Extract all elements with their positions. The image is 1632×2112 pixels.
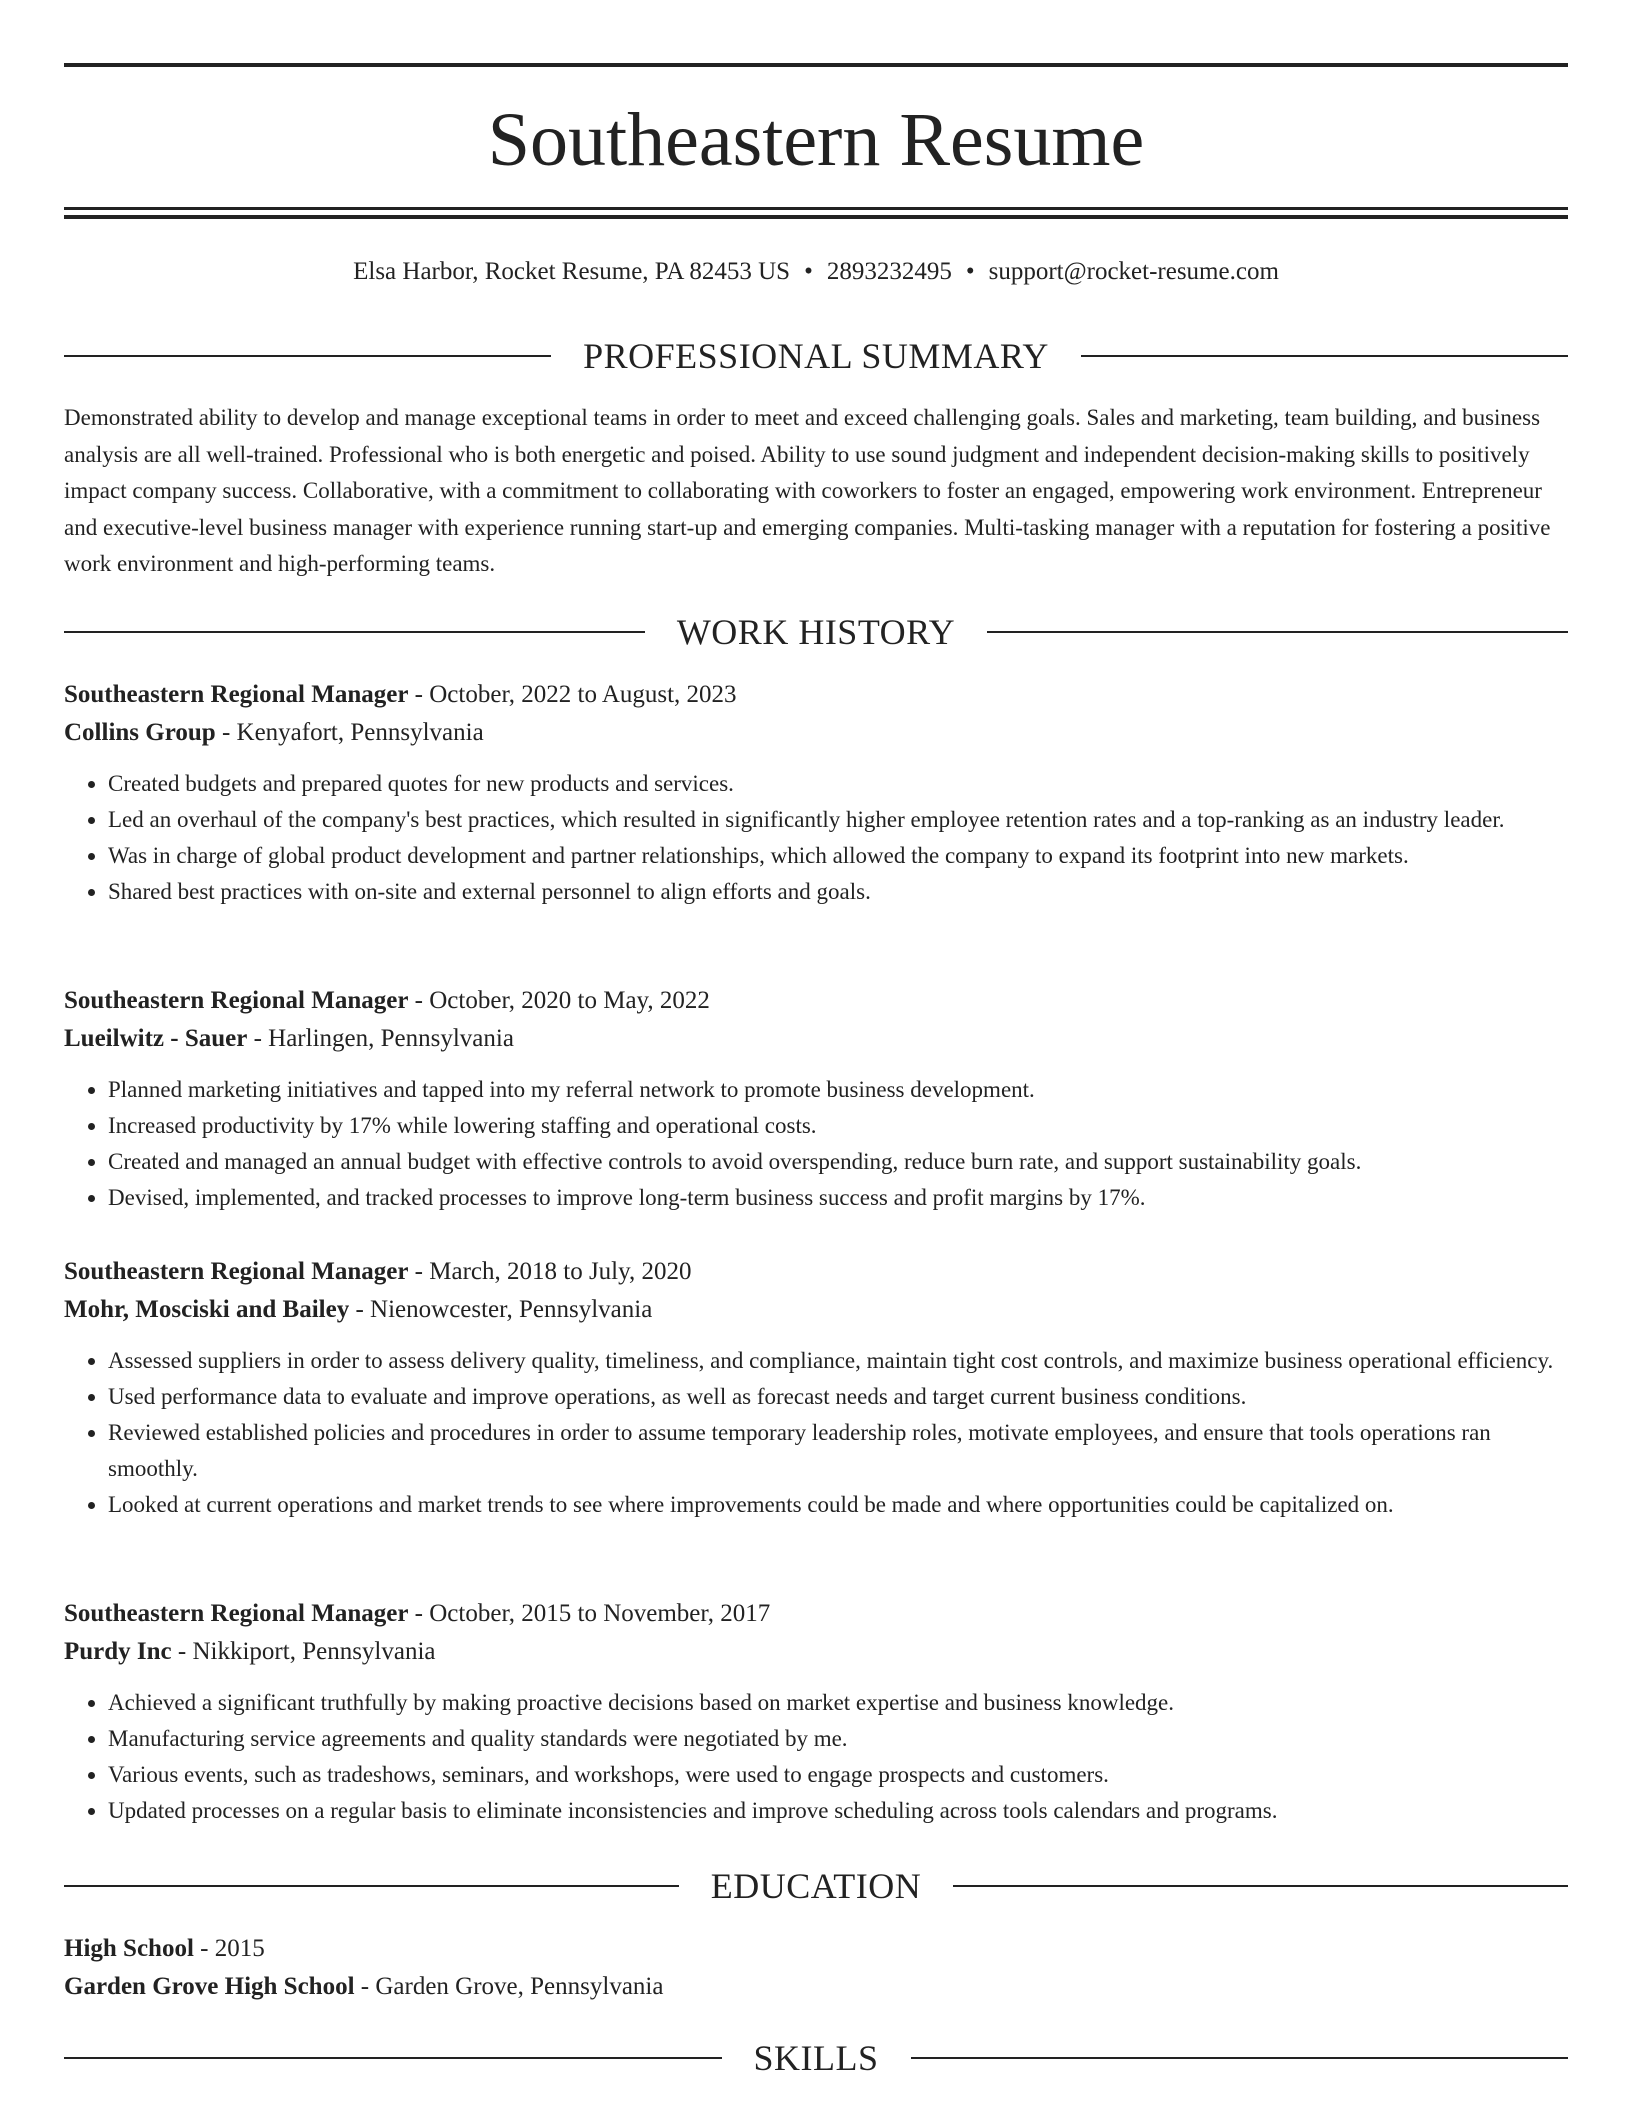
- education-school: Garden Grove High School: [64, 1973, 355, 2000]
- job-bullet: • Shared best practices with on-site and external personnel to align efforts and goals.: [108, 874, 1568, 910]
- summary-text: Demonstrated ability to develop and manage exceptional teams in order to meet and exceed challenging goals. Sales and marketing, team building, and business analysis are all well-trained. Professional who is both energetic and poised. Ability to use sound judgment and independent decision-making skills to positively impact company success. Collaborative, with a commitment to collaborating with coworkers to foster an engaged, empowering work environment. Entrepreneur and executive-level business manager with experience running start-up and emerging companies. Multi-tasking manager with a reputation for fostering a positive work environment and high-performing teams.: [64, 405, 1551, 576]
- contact-email: support@rocket-resume.com: [988, 258, 1279, 285]
- job-bullet: • Manufacturing service agreements and quality standards were negotiated by me.: [108, 1721, 1568, 1757]
- job-bullet: • Created budgets and prepared quotes for new products and services.: [108, 766, 1568, 802]
- job-company: Mohr, Mosciski and Bailey: [64, 1296, 350, 1323]
- header-bottom-rule-second: [64, 215, 1568, 219]
- divider: [953, 1885, 1568, 1887]
- job-bullets: [64, 1072, 1568, 1216]
- education-entry: [64, 1930, 1568, 2006]
- job-entry: [64, 1253, 1568, 1523]
- job-company: Purdy Inc: [64, 1638, 172, 1665]
- job-entry: [64, 1595, 1568, 1829]
- contact-address: Elsa Harbor, Rocket Resume, PA 82453 US: [353, 258, 791, 285]
- job-bullet: • Achieved a significant truthfully by making proactive decisions based on market expertise and business knowledge.: [108, 1685, 1568, 1721]
- section-heading-work-history: [64, 610, 1568, 654]
- section-title: PROFESSIONAL SUMMARY: [583, 336, 1049, 376]
- job-company: Collins Group: [64, 719, 216, 746]
- header-top-rule: [64, 63, 1568, 67]
- job-dates: - October, 2020 to May, 2022: [408, 987, 710, 1014]
- job-dates: - October, 2022 to August, 2023: [408, 681, 737, 708]
- education-degree-line: [64, 1930, 1568, 1968]
- job-title-line: [64, 1595, 1568, 1633]
- job-bullets: [64, 1343, 1568, 1523]
- job-title: Southeastern Regional Manager: [64, 987, 409, 1014]
- job-bullet: • Planned marketing initiatives and tapped into my referral network to promote business development.: [108, 1072, 1568, 1108]
- job-bullet: • Reviewed established policies and procedures in order to assume temporary leadership roles, motivate employees, and ensure that tools operations ran smoothly.: [108, 1415, 1568, 1487]
- resume-title: Southeastern Resume: [487, 98, 1145, 182]
- divider: [1081, 355, 1568, 357]
- section-title: WORK HISTORY: [676, 612, 956, 652]
- job-bullets: [64, 1685, 1568, 1829]
- job-bullet: • Was in charge of global product development and partner relationships, which allowed the company to expand its footprint into new markets.: [108, 838, 1568, 874]
- divider: [987, 631, 1568, 633]
- job-company-line: [64, 714, 1568, 752]
- job-bullet: • Looked at current operations and market trends to see where improvements could be made and where opportunities could be capitalized on.: [108, 1487, 1568, 1523]
- job-bullet: • Used performance data to evaluate and improve operations, as well as forecast needs and target current business conditions.: [108, 1379, 1568, 1415]
- job-dates: - October, 2015 to November, 2017: [408, 1600, 771, 1627]
- job-bullet: • Various events, such as tradeshows, seminars, and workshops, were used to engage prospects and customers.: [108, 1757, 1568, 1793]
- education-year: - 2015: [193, 1935, 265, 1962]
- contact-phone: 2893232495: [826, 258, 952, 285]
- contact-line: [64, 254, 1568, 290]
- job-location: - Nienowcester, Pennsylvania: [349, 1296, 653, 1323]
- contact-separator: •: [804, 258, 813, 285]
- job-bullet: • Assessed suppliers in order to assess delivery quality, timeliness, and compliance, maintain tight cost controls, and maximize business operational efficiency.: [108, 1343, 1568, 1379]
- divider: [64, 1885, 679, 1887]
- job-bullet: • Increased productivity by 17% while lowering staffing and operational costs.: [108, 1108, 1568, 1144]
- header-bottom-rule: [64, 207, 1568, 210]
- job-bullet: • Devised, implemented, and tracked processes to improve long-term business success and profit margins by 17%.: [108, 1180, 1568, 1216]
- section-heading-education: [64, 1864, 1568, 1908]
- section-title: SKILLS: [753, 2038, 879, 2078]
- education-degree: High School: [64, 1935, 194, 1962]
- job-entry: [64, 982, 1568, 1216]
- job-title-line: [64, 676, 1568, 714]
- section-title: EDUCATION: [710, 1866, 922, 1906]
- job-bullet: • Created and managed an annual budget with effective controls to avoid overspending, reduce burn rate, and support sustainability goals.: [108, 1144, 1568, 1180]
- job-company-line: [64, 1633, 1568, 1671]
- section-heading-skills: [64, 2036, 1568, 2080]
- divider: [64, 355, 551, 357]
- divider: [911, 2057, 1569, 2059]
- job-title-line: [64, 1253, 1568, 1291]
- job-company-line: [64, 1020, 1568, 1058]
- job-location: - Harlingen, Pennsylvania: [247, 1025, 514, 1052]
- divider: [64, 2057, 722, 2059]
- job-bullet: • Updated processes on a regular basis to eliminate inconsistencies and improve scheduling across tools calendars and programs.: [108, 1793, 1568, 1829]
- job-company: Lueilwitz - Sauer: [64, 1025, 248, 1052]
- divider: [64, 631, 645, 633]
- job-location: - Kenyafort, Pennsylvania: [215, 719, 484, 746]
- education-location: - Garden Grove, Pennsylvania: [354, 1973, 664, 2000]
- job-location: - Nikkiport, Pennsylvania: [171, 1638, 436, 1665]
- education-school-line: [64, 1968, 1568, 2006]
- job-bullet: • Led an overhaul of the company's best practices, which resulted in significantly higher employee retention rates and a top-ranking as an industry leader.: [108, 802, 1568, 838]
- job-entry: [64, 676, 1568, 910]
- job-dates: - March, 2018 to July, 2020: [408, 1258, 692, 1285]
- job-title-line: [64, 982, 1568, 1020]
- job-bullets: [64, 766, 1568, 910]
- contact-separator: •: [965, 258, 975, 285]
- job-title: Southeastern Regional Manager: [64, 1600, 409, 1627]
- job-company-line: [64, 1291, 1568, 1329]
- section-heading-summary: [64, 334, 1568, 378]
- job-title: Southeastern Regional Manager: [64, 1258, 409, 1285]
- job-title: Southeastern Regional Manager: [64, 681, 409, 708]
